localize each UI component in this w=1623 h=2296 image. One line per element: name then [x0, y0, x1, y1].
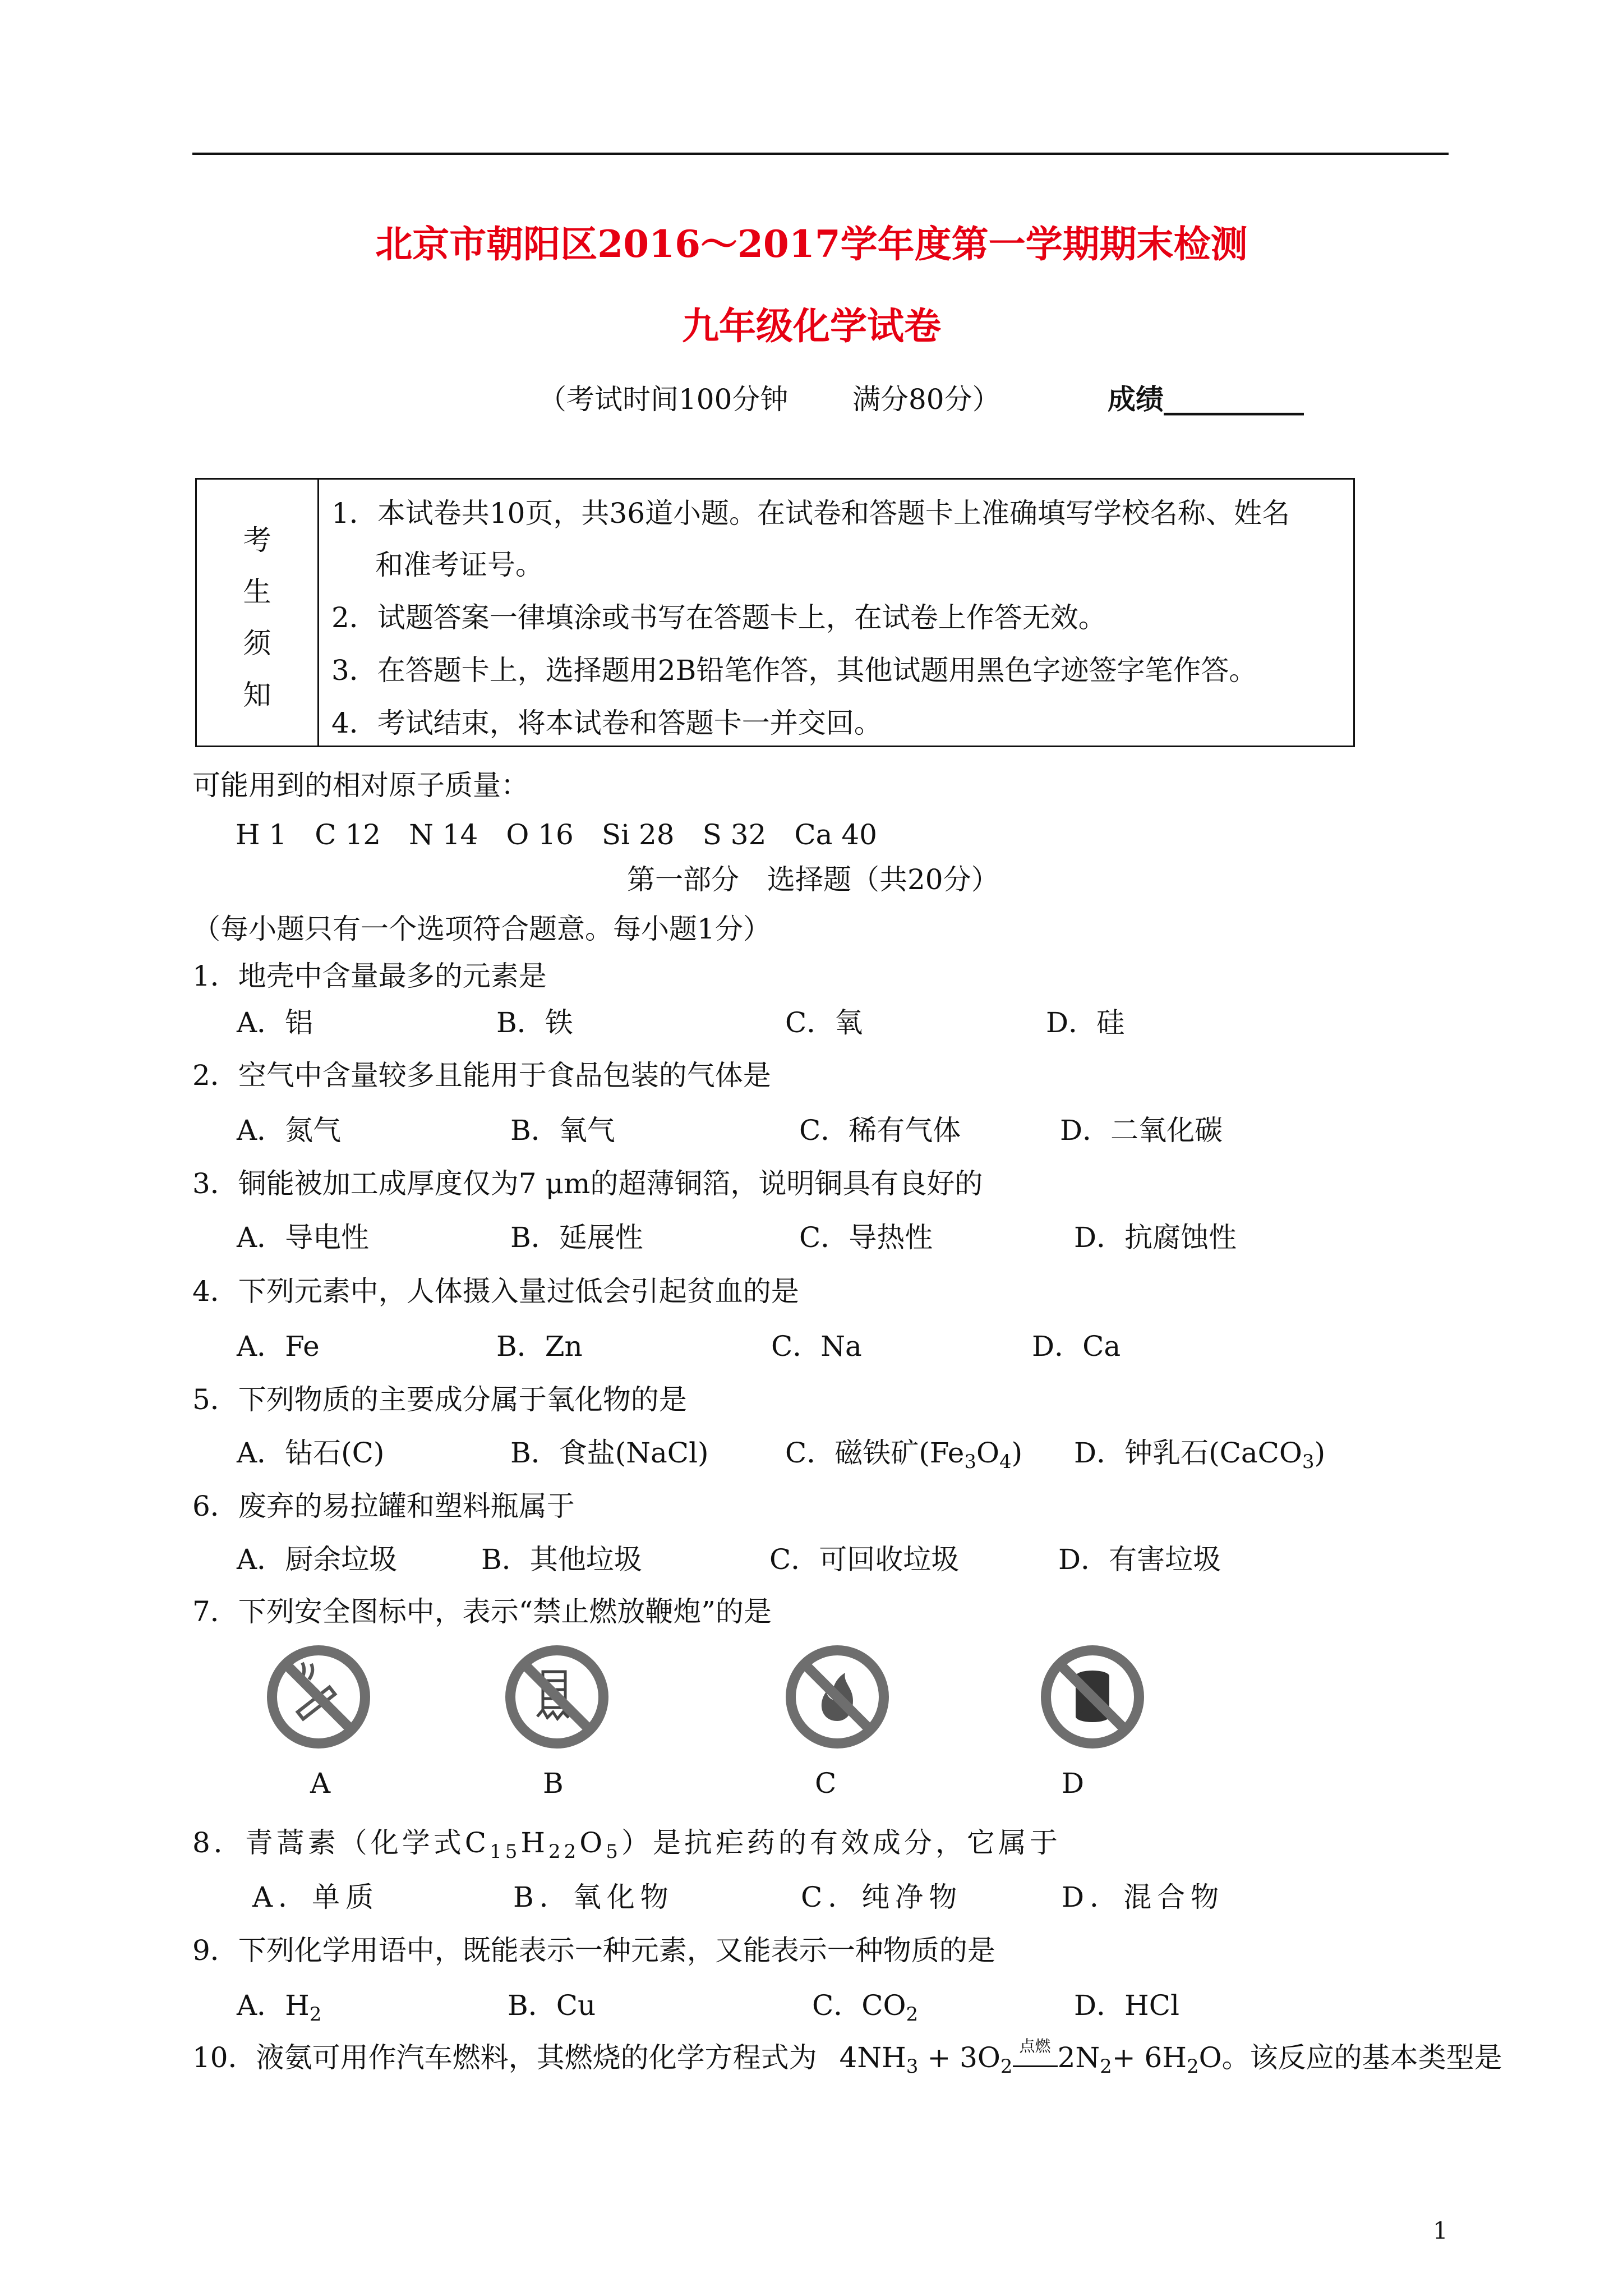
notice-box	[195, 478, 1355, 747]
question-8	[192, 1820, 1061, 1863]
question-4: 4．下列元素中，人体摄入量过低会引起贫血的是	[192, 1275, 799, 1308]
q3-option-c: C．导热性	[799, 1221, 933, 1254]
subscript: 2	[1000, 2055, 1013, 2078]
subscript: 2	[1186, 2055, 1199, 2078]
q5-option-a: A．钻石(C)	[237, 1437, 385, 1469]
question-10-stem: 10．液氨可用作汽车燃料，其燃烧的化学方程式为	[192, 2041, 817, 2074]
part1-heading: 第一部分 选择题（共20分）	[627, 863, 999, 896]
formula-part: )	[1011, 1437, 1023, 1469]
q4-option-c: C．Na	[771, 1330, 862, 1363]
formula-part: H	[520, 1826, 548, 1859]
q8-option-b: B．氧化物	[513, 1881, 674, 1913]
notice-item: 3．在答题卡上，选择题用2B铅笔作答，其他试题用黑色字迹签字笔作答。	[331, 654, 1257, 687]
q4-option-d: D．Ca	[1032, 1330, 1121, 1363]
reaction-condition-text: 点燃	[1019, 2037, 1051, 2055]
q9-option-c-text: C．CO	[812, 1989, 906, 2022]
sign-label-c: C	[815, 1767, 837, 1800]
formula-part: 2N	[1057, 2041, 1100, 2074]
sign-label-a: A	[310, 1767, 331, 1800]
part1-instruction: （每小题只有一个选项符合题意。每小题1分）	[192, 913, 771, 945]
q5-option-d	[1074, 1430, 1325, 1473]
q5-option-c	[785, 1430, 1022, 1473]
q1-option-d: D．硅	[1046, 1006, 1125, 1039]
formula-part: + 3O	[918, 2041, 1000, 2074]
notice-char: 知	[243, 679, 271, 711]
q4-option-a: A．Fe	[237, 1330, 320, 1363]
notice-item: 4．考试结束，将本试卷和答题卡一并交回。	[331, 707, 882, 739]
header-rule	[192, 153, 1449, 155]
sign-label-d: D	[1062, 1767, 1085, 1800]
subscript: 4	[999, 1451, 1012, 1473]
q2-option-a: A．氮气	[237, 1114, 342, 1147]
q3-option-b: B．延展性	[510, 1221, 643, 1254]
q5-option-d-text: D．钟乳石(CaCO	[1074, 1437, 1302, 1469]
q9-option-c	[812, 1983, 918, 2026]
question-10-tail: 。该反应的基本类型是	[1221, 2041, 1502, 2074]
q6-option-b: B．其他垃圾	[481, 1543, 642, 1576]
q2-option-b: B．氧气	[510, 1114, 615, 1147]
question-3: 3．铜能被加工成厚度仅为7 μm的超薄铜箔，说明铜具有良好的	[192, 1167, 983, 1200]
atomic-mass-values: H 1 C 12 N 14 O 16 Si 28 S 32 Ca 40	[236, 818, 877, 851]
no-open-flame-icon	[784, 1644, 891, 1750]
q4-option-b: B．Zn	[496, 1330, 583, 1363]
formula-part: 4NH	[839, 2041, 906, 2074]
q5-option-c-text: C．磁铁矿(Fe	[785, 1437, 965, 1469]
question-2: 2．空气中含量较多且能用于食品包装的气体是	[192, 1059, 771, 1092]
q1-option-a: A．铝	[237, 1006, 313, 1039]
subscript: 2	[1100, 2055, 1112, 2078]
question-9: 9．下列化学用语中，既能表示一种元素，又能表示一种物质的是	[192, 1934, 995, 1967]
q1-option-b: B．铁	[496, 1006, 573, 1039]
q8-option-c: C．纯净物	[801, 1881, 963, 1913]
subscript: 3	[906, 2055, 919, 2078]
page-number: 1	[1433, 2217, 1448, 2244]
subscript: 5	[606, 1841, 621, 1863]
no-barrel-icon	[1039, 1644, 1146, 1750]
q6-option-c: C．可回收垃圾	[769, 1543, 960, 1576]
subscript: 2	[906, 2003, 919, 2026]
subscript: 22	[548, 1841, 580, 1863]
q9-option-d: D．HCl	[1074, 1989, 1179, 2022]
formula-part: O	[976, 1437, 999, 1469]
sign-label-b: B	[543, 1767, 564, 1800]
notice-char: 须	[243, 627, 271, 660]
question-1: 1．地壳中含量最多的元素是	[192, 960, 547, 992]
formula-part: + 6H	[1112, 2041, 1187, 2074]
q9-option-a	[237, 1983, 321, 2026]
question-8-tail: ）是抗疟药的有效成分，它属于	[621, 1826, 1061, 1859]
no-smoking-icon	[265, 1644, 372, 1750]
subscript: 2	[309, 2003, 322, 2026]
notice-item: 1．本试卷共10页，共36道小题。在试卷和答题卡上准确填写学校名称、姓名	[331, 497, 1290, 530]
score-field: 成绩__________	[1108, 383, 1304, 416]
q8-option-a: A．单质	[252, 1881, 380, 1913]
no-fireworks-icon	[504, 1644, 610, 1750]
formula-part: O	[579, 1826, 606, 1859]
notice-char: 考	[243, 524, 271, 556]
formula-part: O	[1198, 2041, 1222, 2074]
q3-option-a: A．导电性	[237, 1221, 370, 1254]
q9-option-b: B．Cu	[508, 1989, 596, 2022]
question-5: 5．下列物质的主要成分属于氧化物的是	[192, 1383, 687, 1416]
q1-option-c: C．氧	[785, 1006, 863, 1039]
q8-option-d: D．混合物	[1062, 1881, 1225, 1913]
question-10	[192, 2035, 1502, 2078]
q6-option-d: D．有害垃圾	[1058, 1543, 1221, 1576]
subscript: 3	[1302, 1451, 1315, 1473]
exam-title: 北京市朝阳区2016～2017学年度第一学期期末检测	[375, 222, 1248, 266]
question-7: 7．下列安全图标中，表示“禁止燃放鞭炮”的是	[192, 1595, 772, 1628]
atomic-mass-label: 可能用到的相对原子质量：	[192, 769, 529, 802]
subscript: 3	[964, 1451, 976, 1473]
subscript: 15	[490, 1841, 521, 1863]
q2-option-d: D．二氧化碳	[1060, 1114, 1223, 1147]
notice-char: 生	[243, 576, 271, 608]
full-score: 满分80分）	[852, 383, 1000, 416]
q2-option-c: C．稀有气体	[799, 1114, 961, 1147]
q6-option-a: A．厨余垃圾	[237, 1543, 398, 1576]
exam-time: （考试时间100分钟	[538, 383, 789, 416]
q5-option-b: B．食盐(NaCl)	[510, 1437, 709, 1469]
notice-item: 和准考证号。	[375, 549, 543, 581]
reaction-arrow	[1013, 2065, 1058, 2067]
formula-part: )	[1314, 1437, 1326, 1469]
q9-option-a-text: A．H	[237, 1989, 310, 2022]
exam-subtitle: 九年级化学试卷	[682, 304, 941, 348]
reaction-condition	[1013, 2037, 1058, 2067]
notice-item: 2．试题答案一律填涂或书写在答题卡上，在试卷上作答无效。	[331, 601, 1106, 634]
question-6: 6．废弃的易拉罐和塑料瓶属于	[192, 1490, 575, 1522]
question-8-stem: 8．青蒿素（化学式C	[192, 1826, 490, 1859]
notice-label	[197, 480, 319, 746]
q3-option-d: D．抗腐蚀性	[1074, 1221, 1237, 1254]
